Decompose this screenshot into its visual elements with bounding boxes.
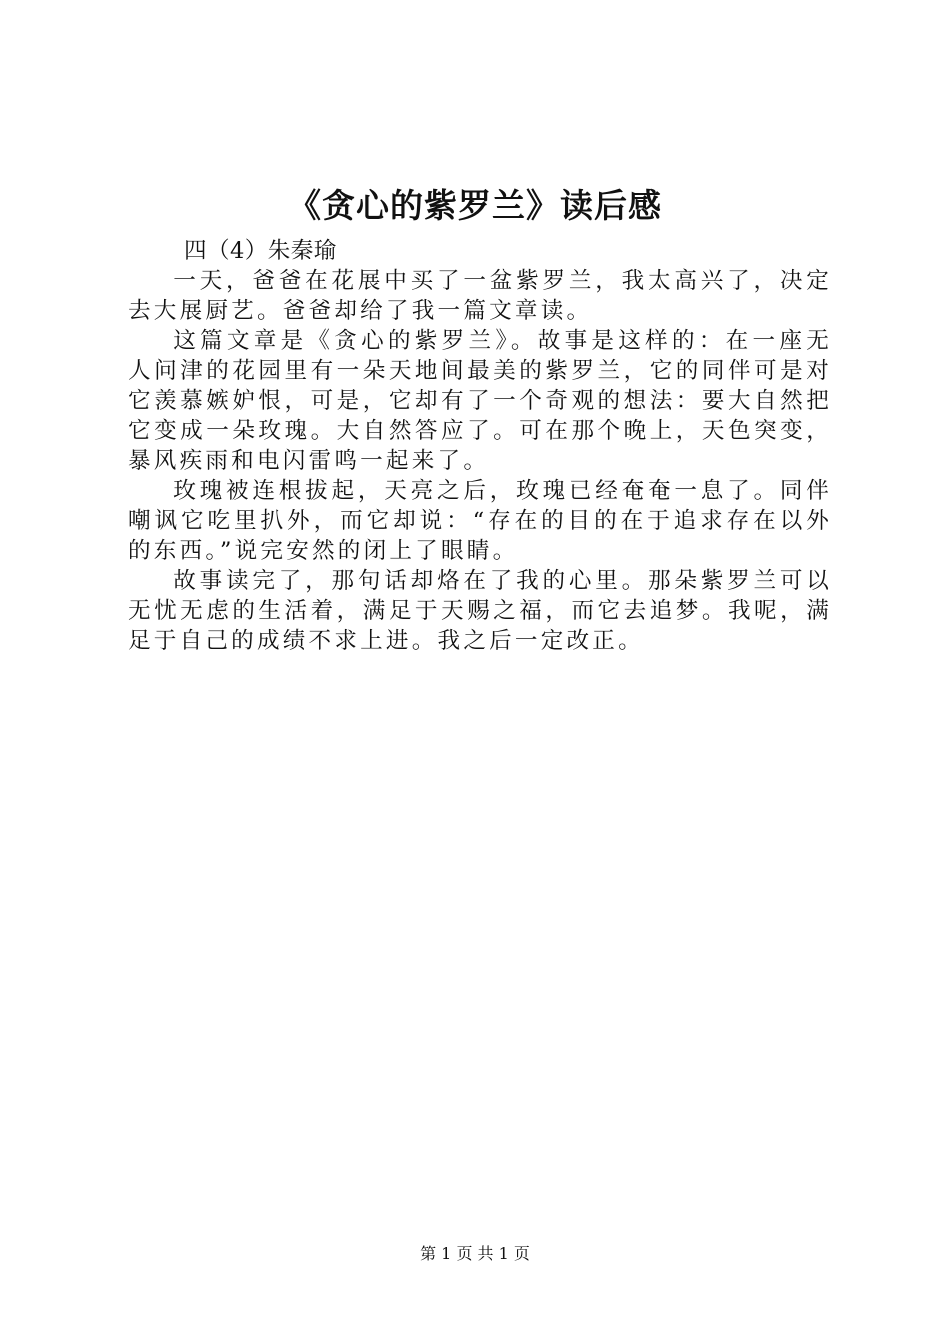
document-title: 《贪心的紫罗兰》读后感 — [288, 186, 662, 225]
page-footer: 第 1 页 共 1 页 — [420, 1244, 530, 1263]
paragraph-3: 玫瑰被连根拔起，天亮之后，玫瑰已经奄奄一息了。同伴嘲讽它吃里扒外，而它却说：“存在的目的在于追求存在以外的东西。”说完安然的闭上了眼睛。 — [128, 478, 832, 564]
paragraph-4: 故事读完了，那句话却烙在了我的心里。那朵紫罗兰可以无忧无虑的生活着，满足于天赐之福，而它去追梦。我呢，满足于自己的成绩不求上进。我之后一定改正。 — [128, 568, 832, 654]
paragraph-2: 这篇文章是《贪心的紫罗兰》。故事是这样的：在一座无人问津的花园里有一朵天地间最美的紫罗兰，它的同伴可是对它羡慕嫉妒恨，可是，它却有了一个奇观的想法：要大自然把它变成一朵玫瑰。大自然答应了。可在那个晚上，天色突变，暴风疾雨和电闪雷鸣一起来了。 — [128, 328, 832, 474]
paragraph-1: 一天，爸爸在花展中买了一盆紫罗兰，我太高兴了，决定去大展厨艺。爸爸却给了我一篇文章读。 — [128, 268, 832, 324]
document-body — [128, 236, 832, 656]
author-line: 四（4）朱秦瑜 — [184, 238, 337, 264]
